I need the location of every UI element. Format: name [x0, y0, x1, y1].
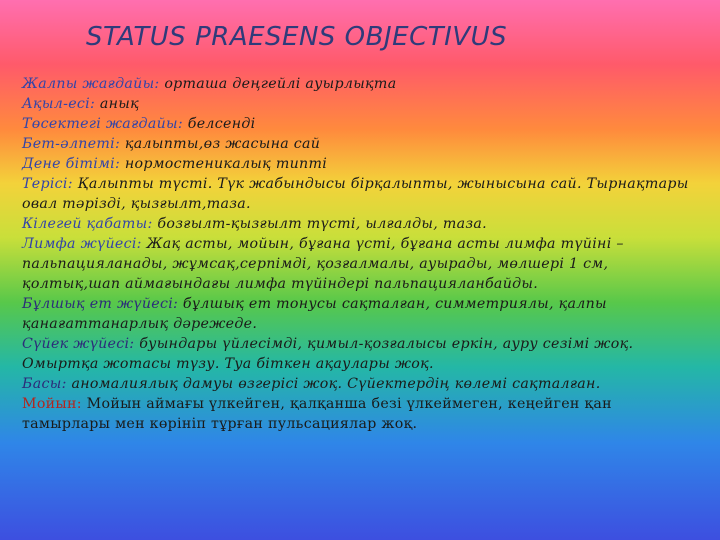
item-text: Мойын аймағы үлкейген, қалқанша безі үлкеймеген, кеңейген қан тамырлары мен көрініп тұрған пульсациялар жоқ. [22, 396, 612, 432]
item-text: Қалыпты түсті. Түк жабындысы бірқалыпты, жынысына сай. Тырнақтары овал тәрізді, қызғылт,таза. [22, 176, 689, 212]
item-label: Лимфа жүйесі: [22, 236, 142, 252]
item-neck [22, 394, 698, 434]
item-text: нормостеникалық типті [120, 156, 328, 172]
item-label: Жалпы жағдайы: [22, 76, 160, 92]
item-label: Бұлшық ет жүйесі: [22, 296, 179, 312]
item-label: Сүйек жүйесі: [22, 336, 135, 352]
item-label: Басы: [22, 376, 67, 392]
slide-title: STATUS PRAESENS OBJECTIVUS [86, 22, 508, 52]
item-label: Кілегей қабаты: [22, 216, 153, 232]
item-skeletal-system [22, 334, 698, 374]
item-text: буындары үйлесімді, қимыл-қозғалысы еркін, ауру сезімі жоқ. Омыртқа жотасы түзу. Туа біткен ақаулары жоқ. [22, 336, 634, 372]
item-consciousness [22, 94, 698, 114]
item-bed-position [22, 114, 698, 134]
item-label: Ақыл-есі: [22, 96, 96, 112]
item-text: анық [95, 96, 140, 112]
item-text: Жақ асты, мойын, бұғана үсті, бұғана асты лимфа түйіні – пальпацияланады, жұмсақ,серпімді, қозғалмалы, ауырады, мөлшері 1 см, қолтық,шап аймағындағы лимфа түйіндері пальпацияланбайды. [22, 236, 624, 292]
item-facial-expression [22, 134, 698, 154]
item-label: Төсектегі жағдайы: [22, 116, 183, 132]
item-body-build [22, 154, 698, 174]
item-label: Мойын: [22, 396, 82, 412]
item-general-condition [22, 74, 698, 94]
item-label: Бет-әлпеті: [22, 136, 121, 152]
item-text: бозғылт-қызғылт түсті, ылғалды, таза. [152, 216, 487, 232]
item-text: белсенді [182, 116, 256, 132]
item-label: Терісі: [22, 176, 73, 192]
slide-content [22, 74, 698, 434]
item-muscular-system [22, 294, 698, 334]
item-text: қалыпты,өз жасына сай [120, 136, 321, 152]
item-text: орташа деңгейлі ауырлықта [159, 76, 397, 92]
item-text: аномалиялық дамуы өзгерісі жоқ. Сүйектердің көлемі сақталған. [66, 376, 601, 392]
item-text: бұлшық ет тонусы сақталған, симметриялы, қалпы қанағаттанарлық дәрежеде. [22, 296, 607, 332]
item-lymph-system [22, 234, 698, 294]
item-head [22, 374, 698, 394]
item-label: Дене бітімі: [22, 156, 121, 172]
item-mucous-membrane [22, 214, 698, 234]
item-skin [22, 174, 698, 214]
